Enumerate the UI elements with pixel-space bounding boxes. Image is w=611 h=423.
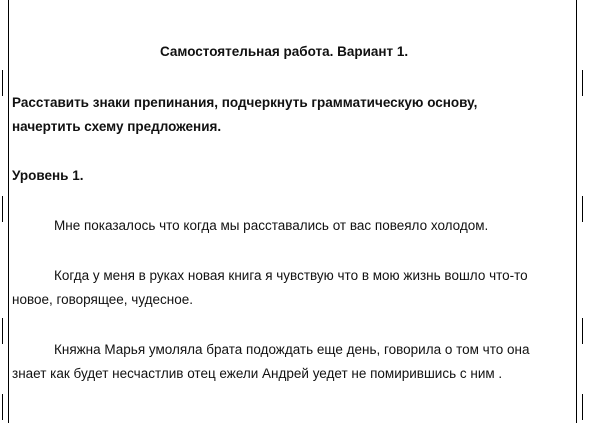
line-marker — [2, 70, 3, 96]
instruction-line-1: Расставить знаки препинания, подчеркнуть грамматическую основу, — [12, 95, 478, 110]
line-marker — [582, 318, 583, 344]
sentence-2-line-1: Когда у меня в руках новая книга я чувствую что в мою жизнь вошло что-то — [54, 268, 528, 283]
left-border — [8, 0, 9, 423]
line-marker — [2, 196, 3, 222]
line-marker — [2, 394, 3, 420]
sentence-3-line-2: знает как будет несчастлив отец ежели Андрей уедет не помирившись с ним . — [12, 366, 503, 381]
line-marker — [582, 70, 583, 96]
right-border — [576, 0, 577, 423]
line-marker — [582, 394, 583, 420]
document-title: Самостоятельная работа. Вариант 1. — [160, 44, 409, 59]
sentence-1-line-1: Мне показалось что когда мы расставались от вас повеяло холодом. — [54, 218, 489, 233]
sentence-3-line-1: Княжна Марья умоляла брата подождать еще день, говорила о том что она — [54, 342, 530, 357]
line-marker — [582, 196, 583, 222]
level-heading: Уровень 1. — [12, 168, 84, 183]
sentence-2-line-2: новое, говорящее, чудесное. — [12, 292, 193, 307]
line-marker — [2, 318, 3, 344]
instruction-line-2: начертить схему предложения. — [12, 119, 222, 134]
